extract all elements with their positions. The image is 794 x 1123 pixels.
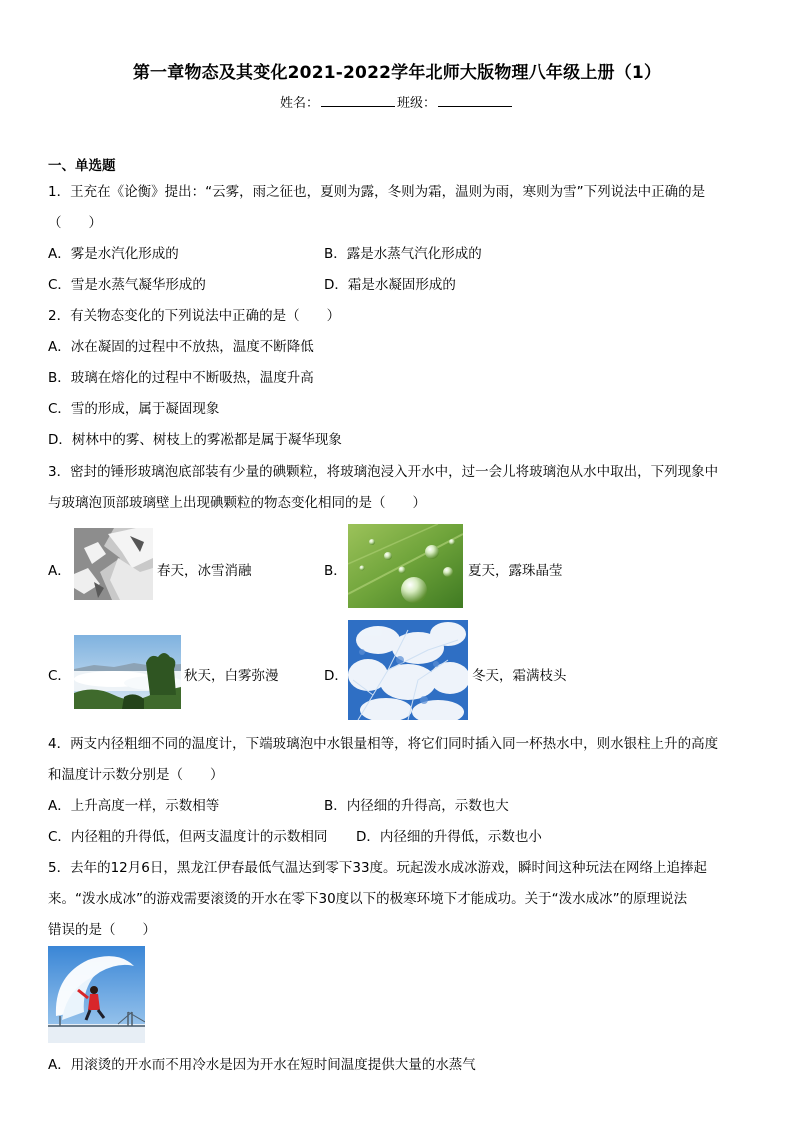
class-blank <box>438 94 512 107</box>
class-label: 班级： <box>397 96 437 111</box>
name-class-line <box>0 92 794 111</box>
q4-option-c: C．内径粗的升得低，但两支温度计的示数相同 <box>48 829 328 845</box>
q1-option-a: A．雾是水汽化形成的 <box>48 246 179 262</box>
q5-option-a: A．用滚烫的开水而不用冷水是因为开水在短时间温度提供大量的水蒸气 <box>48 1057 476 1073</box>
name-label: 姓名： <box>279 96 319 111</box>
q3-option-c-letter: C． <box>48 668 71 684</box>
q3-option-b-caption: 夏天，露珠晶莹 <box>468 563 563 579</box>
q2-option-d: D．树林中的雾、树枝上的雾凇都是属于凝华现象 <box>48 432 342 448</box>
q1-option-b: B．露是水蒸气汽化形成的 <box>324 246 482 262</box>
q4-option-d: D．内径细的升得低，示数也小 <box>356 829 542 845</box>
q3-stem-line1: 3．密封的锤形玻璃泡底部装有少量的碘颗粒，将玻璃泡浸入开水中，过一会儿将玻璃泡从水中取出，下列现象中 <box>48 464 719 480</box>
q3-option-d-letter: D． <box>324 668 348 684</box>
section-title: 一、单选题 <box>48 158 116 174</box>
q1-option-d: D．霜是水凝固形成的 <box>324 277 456 293</box>
q5-stem-line1: 5．去年的12月6日，黑龙江伊春最低气温达到零下33度。玩起泼水成冰游戏，瞬时间这种玩法在网络上追捧起 <box>48 860 708 876</box>
q2-option-a: A．冰在凝固的过程中不放热，温度不断降低 <box>48 339 314 355</box>
q4-stem-line1: 4．两支内径粗细不同的温度计，下端玻璃泡中水银量相等，将它们同时插入同一杯热水中，则水银柱上升的高度 <box>48 736 719 752</box>
q4-option-b: B．内径细的升得高，示数也大 <box>324 798 509 814</box>
q3-option-b-image-dew-drops <box>348 524 463 608</box>
q3-option-a-caption: 春天，冰雪消融 <box>157 563 252 579</box>
q5-stem-line2: 来。“泼水成冰”的游戏需要滚烫的开水在零下30度以下的极寒环境下才能成功。关于“泼水成冰”的原理说法 <box>48 891 688 907</box>
q3-option-a-image-melting-snow <box>74 528 153 600</box>
q1-stem-line2: （ ） <box>48 215 102 231</box>
q5-stem-line3: 错误的是（ ） <box>48 922 156 938</box>
q3-option-b-letter: B． <box>324 563 347 579</box>
q2-option-b: B．玻璃在熔化的过程中不断吸热，温度升高 <box>48 370 314 386</box>
q5-image-water-to-ice <box>48 946 145 1043</box>
q2-stem: 2．有关物态变化的下列说法中正确的是（ ） <box>48 308 341 324</box>
name-blank <box>321 94 395 107</box>
q3-option-c-caption: 秋天，白雾弥漫 <box>184 668 279 684</box>
q1-stem-line1: 1．王充在《论衡》提出：“云雾，雨之征也，夏则为露，冬则为霜，温则为雨，寒则为雪”下列说法中正确的是 <box>48 184 706 200</box>
q2-option-c: C．雪的形成，属于凝固现象 <box>48 401 220 417</box>
q4-option-a: A．上升高度一样，示数相等 <box>48 798 220 814</box>
document-title: 第一章物态及其变化2021-2022学年北师大版物理八年级上册（1） <box>132 63 662 83</box>
q3-option-c-image-fog <box>74 635 181 709</box>
q3-option-a-letter: A． <box>48 563 71 579</box>
q3-option-d-image-frost <box>348 620 468 720</box>
q3-option-d-caption: 冬天，霜满枝头 <box>472 668 567 684</box>
q1-option-c: C．雪是水蒸气凝华形成的 <box>48 277 206 293</box>
q3-stem-line2: 与玻璃泡顶部玻璃壁上出现碘颗粒的物态变化相同的是（ ） <box>48 495 426 511</box>
q4-stem-line2: 和温度计示数分别是（ ） <box>48 767 224 783</box>
